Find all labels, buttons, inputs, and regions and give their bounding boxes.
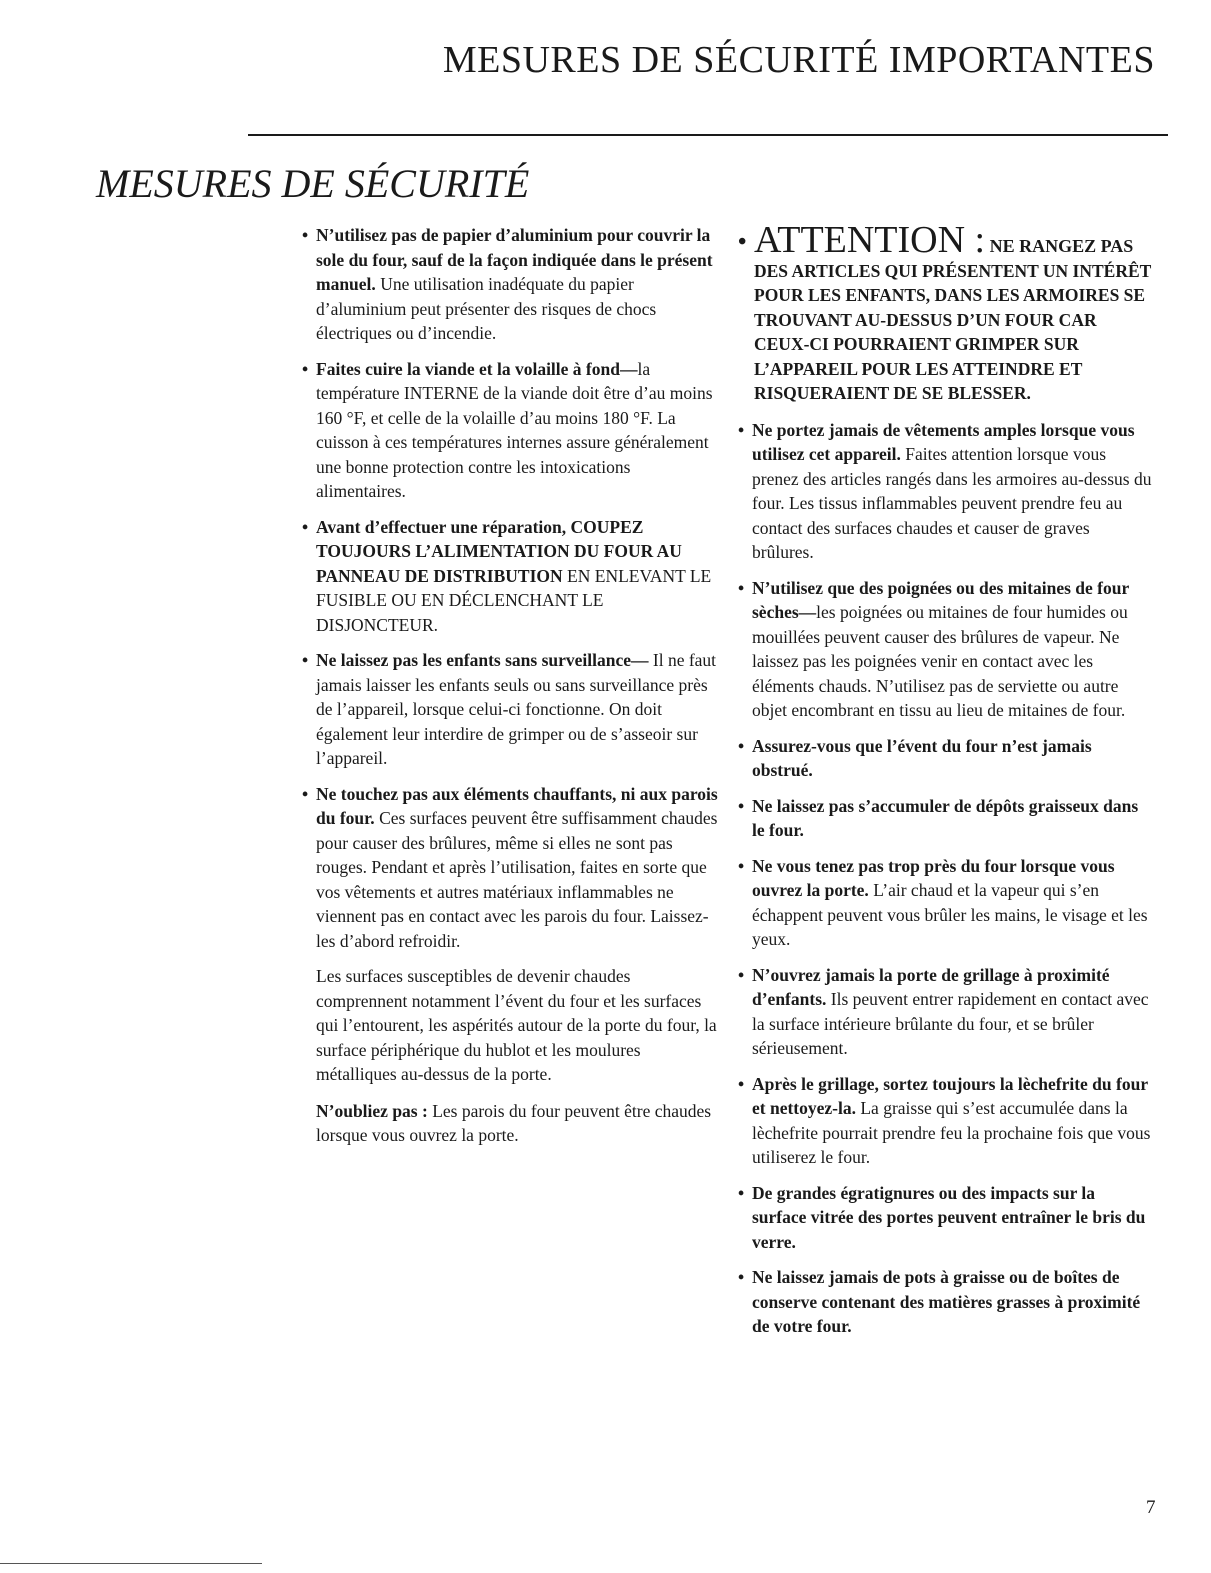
item-lead: Ne laissez pas les enfants sans surveillance—: [316, 650, 649, 670]
item-lead: N’utilisez que des poignées ou des mitaines de four sèches—: [752, 577, 1129, 622]
bullet: •: [738, 1182, 745, 1203]
safety-item: [738, 1072, 1152, 1170]
bullet: •: [738, 964, 745, 985]
bullet: •: [302, 516, 309, 537]
bullet: •: [738, 229, 747, 255]
item-text: Il ne faut jamais laisser les enfants seuls ou sans surveillance près de l’appareil, lorsque celui-ci fonctionne. On doit également leur interdire de grimper ou de s’asseoir sur l’appareil.: [316, 650, 717, 768]
safety-item: [738, 576, 1152, 723]
item-lead: Assurez-vous que l’évent du four n’est jamais obstrué.: [752, 735, 1092, 780]
safety-item: [302, 223, 722, 346]
safety-item: [302, 515, 722, 638]
attention-text: DES ARTICLES QUI PRÉSENTENT UN INTÉRÊT POUR LES ENFANTS, DANS LES ARMOIRES SE TROUVANT AU-DESSUS D’UN FOUR CAR CEUX-CI POURRAIENT GRIMPER SUR L’APPAREIL POUR LES ATTEINDRE ET RISQUERAIENT DE SE BLESSER.: [754, 260, 1151, 403]
item-lead: Ne laissez jamais de pots à graisse ou de boîtes de conserve contenant des matières grasses à proximité de votre four.: [752, 1267, 1141, 1336]
bullet: •: [738, 577, 745, 598]
reminder-lead: N’oubliez pas :: [316, 1100, 428, 1121]
safety-item: [302, 357, 722, 504]
safety-item: [738, 963, 1152, 1061]
item-lead: Ne vous tenez pas trop près du four lorsque vous ouvrez la porte.: [752, 855, 1115, 900]
footer-rule: [0, 1563, 262, 1564]
header-rule: [248, 134, 1168, 136]
attention-heading: ATTENTION :: [754, 219, 986, 261]
attention-notice: [738, 219, 1152, 406]
left-column: [302, 223, 722, 1160]
page-header-title: MESURES DE SÉCURITÉ IMPORTANTES: [442, 39, 1155, 81]
bullet: •: [738, 419, 745, 440]
item-text: Une utilisation inadéquate du papier d’aluminium peut présenter des risques de chocs électriques ou d’incendie.: [316, 274, 657, 343]
page-number: 7: [1146, 1497, 1156, 1518]
right-column: [738, 219, 1152, 1350]
item-lead: N’utilisez pas de papier d’aluminium pour couvrir la sole du four, sauf de la façon indiquée dans le présent manuel.: [316, 225, 713, 294]
section-title: MESURES DE SÉCURITÉ: [96, 161, 530, 206]
safety-item: [738, 418, 1152, 565]
item-text: la température INTERNE de la viande doit être d’au moins 160 °F, et celle de la volaille d’au moins 180 °F. La cuisson à ces températures internes assure généralement une bonne protection contre les intoxications alimentaires.: [316, 358, 713, 501]
safety-item: [738, 734, 1152, 783]
bullet: •: [302, 358, 309, 379]
item-text: Faites attention lorsque vous prenez des articles rangés dans les armoires au-dessus du four. Les tissus inflammables peuvent prendre feu au contact des surfaces chaudes et causer de graves brûlures.: [752, 444, 1152, 562]
bullet: •: [738, 1073, 745, 1094]
safety-item: [738, 794, 1152, 843]
bullet: •: [738, 735, 745, 756]
bullet: •: [738, 1267, 745, 1287]
item-text: Ils peuvent entrer rapidement en contact avec la surface intérieure brûlante du four, et se brûler sérieusement.: [752, 989, 1149, 1058]
item-text: La graisse qui s’est accumulée dans la lèchefrite pourrait prendre feu la prochaine fois que vous utiliserez le four.: [752, 1098, 1151, 1167]
item-lead: N’ouvrez jamais la porte de grillage à proximité d’enfants.: [752, 964, 1110, 1009]
item-lead: Faites cuire la viande et la volaille à fond—: [316, 358, 638, 379]
item-lead: Ne laissez pas s’accumuler de dépôts graisseux dans le four.: [752, 795, 1139, 840]
bullet: •: [738, 855, 745, 876]
bullet: •: [738, 795, 745, 816]
safety-item: [738, 1265, 1152, 1339]
attention-lead: NE RANGEZ PAS: [985, 236, 1134, 256]
item-lead: De grandes égratignures ou des impacts sur la surface vitrée des portes peuvent entraîner le bris du verre.: [752, 1182, 1146, 1252]
item-lead: Avant d’effectuer une réparation, COUPEZ TOUJOURS L’ALIMENTATION DU FOUR AU PANNEAU DE DISTRIBUTION: [316, 516, 682, 586]
reminder-text: Les parois du four peuvent être chaudes lorsque vous ouvrez la porte.: [316, 1100, 712, 1145]
bullet: •: [302, 225, 309, 245]
item-text: les poignées ou mitaines de four humides ou mouillées peuvent causer des brûlures de vapeur. Ne laissez pas les poignées venir en contact avec les éléments chauds. N’utilisez pas de serviette ou autre objet encombrant en tissu au lieu de mitaines de four.: [752, 602, 1128, 720]
safety-item: [302, 648, 722, 771]
safety-item: [738, 854, 1152, 952]
safety-item: [302, 782, 722, 954]
item-text: Ces surfaces peuvent être suffisamment chaudes pour causer des brûlures, même si elles ne sont pas rouges. Pendant et après l’utilisation, faites en sorte que vos vêtements et autres matériaux inflammables ne viennent pas en contact avec les parois du four. Laissez-les d’abord refroidir.: [316, 808, 718, 951]
bullet: •: [302, 783, 309, 804]
item-text: L’air chaud et la vapeur qui s’en échappent peuvent vous brûler les mains, le visage et les yeux.: [752, 880, 1148, 949]
item-lead: Ne portez jamais de vêtements amples lorsque vous utilisez cet appareil.: [752, 419, 1135, 464]
surfaces-paragraph: Les surfaces susceptibles de devenir chaudes comprennent notamment l’évent du four et les surfaces qui l’entourent, les aspérités autour de la porte du four, la surface périphérique du hublot et les moulures métalliques au-dessus de la porte.: [316, 966, 717, 1084]
item-lead: Après le grillage, sortez toujours la lèchefrite du four et nettoyez-la.: [752, 1073, 1148, 1118]
item-lead: Ne touchez pas aux éléments chauffants, ni aux parois du four.: [316, 783, 718, 828]
reminder-paragraph: [316, 1099, 722, 1148]
item-text: EN ENLEVANT LE FUSIBLE OU EN DÉCLENCHANT LE DISJONCTEUR.: [316, 565, 712, 635]
bullet: •: [302, 650, 309, 670]
safety-item: [738, 1181, 1152, 1255]
